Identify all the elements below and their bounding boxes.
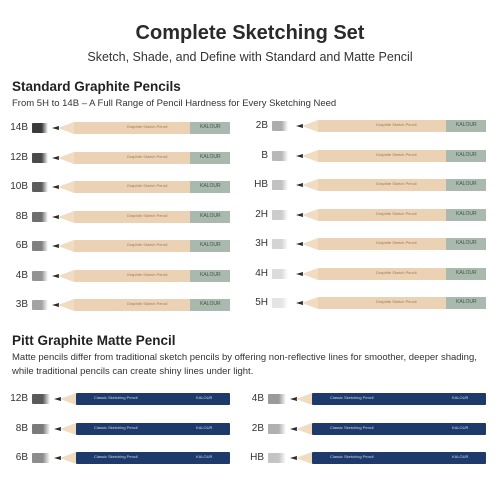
page-title: Complete Sketching Set	[135, 22, 365, 44]
grade-label: 3B	[15, 299, 28, 310]
graphite-swatch	[268, 453, 286, 463]
pencil-imprint: Graphite Sketch Pencil	[126, 301, 168, 306]
pencil-tip	[58, 240, 74, 252]
standard-section-heading: Standard Graphite Pencils	[12, 79, 181, 94]
matte-pencil	[54, 393, 230, 405]
pencil-brand: KALOUR	[456, 122, 477, 128]
graphite-swatch	[272, 121, 288, 131]
pencil-tip	[58, 181, 74, 193]
pencil-imprint: Graphite Sketch Pencil	[375, 181, 417, 186]
pencil-brand: KALOUR	[456, 299, 477, 305]
pencil-brand: KALOUR	[200, 212, 221, 219]
matte-description-line-1: Matte pencils differ from traditional sketch pencils by offering non-reflective lines for smoother, deeper shading,	[12, 352, 477, 363]
pencil-imprint: Graphite Sketch Pencil	[126, 212, 168, 218]
pencil-imprint: Graphite Sketch Pencil	[126, 271, 168, 277]
pencil-tip	[58, 152, 74, 164]
pencil-imprint: Classic Sketching Pencil	[94, 395, 138, 400]
graphite-swatch	[272, 151, 288, 161]
matte-pencil	[54, 452, 230, 464]
grade-label: 6B	[15, 452, 28, 463]
grade-label: B	[261, 149, 268, 161]
pencil-brand: KALOUR	[456, 181, 477, 187]
pencil-tip	[296, 423, 312, 435]
pencil-brand: KALOUR	[196, 424, 213, 430]
grade-label: HB	[254, 179, 268, 190]
graphite-swatch	[272, 180, 288, 190]
pencil-brand: KALOUR	[200, 124, 221, 130]
standard-section-description: From 5H to 14B – A Full Range of Pencil Hardness for Every Sketching Need	[12, 98, 337, 109]
pencil-imprint: Graphite Sketch Pencil	[375, 240, 417, 245]
pencil-tip	[302, 238, 318, 250]
pencil-brand: KALOUR	[456, 240, 477, 246]
pencil-brand: KALOUR	[200, 242, 221, 248]
graphite-pencil	[52, 299, 230, 311]
grade-label: 14B	[10, 122, 28, 133]
grade-label: 12B	[10, 393, 28, 404]
pencil-tip	[302, 150, 318, 162]
graphite-pencil	[52, 181, 230, 193]
grade-label: HB	[250, 452, 264, 463]
pencil-imprint: Graphite Sketch Pencil	[375, 269, 417, 275]
pencil-brand: KALOUR	[200, 183, 221, 189]
graphite-pencil	[52, 240, 230, 252]
grade-label: 10B	[10, 181, 28, 192]
graphite-pencil	[52, 270, 230, 282]
pencil-brand: KALOUR	[452, 454, 469, 459]
grade-label: 5H	[255, 297, 268, 308]
pencil-imprint: Classic Sketching Pencil	[330, 424, 374, 430]
graphite-swatch	[32, 271, 48, 281]
graphite-swatch	[32, 182, 48, 192]
graphite-swatch	[32, 212, 48, 222]
graphite-pencil	[296, 268, 486, 280]
pencil-brand: KALOUR	[196, 454, 213, 459]
matte-pencil	[290, 452, 486, 464]
graphite-swatch	[272, 269, 288, 279]
pencil-brand: KALOUR	[200, 301, 221, 307]
grade-label: 4H	[255, 267, 268, 279]
graphite-pencil	[52, 122, 230, 134]
pencil-tip	[58, 270, 74, 282]
pencil-imprint: Graphite Sketch Pencil	[375, 151, 417, 157]
page-subtitle: Sketch, Shade, and Define with Standard and Matte Pencil	[87, 50, 413, 64]
pencil-brand: KALOUR	[456, 269, 477, 276]
pencil-tip	[60, 452, 76, 464]
graphite-swatch	[272, 210, 288, 220]
pencil-tip	[302, 209, 318, 221]
graphite-swatch	[32, 453, 50, 463]
pencil-imprint: Graphite Sketch Pencil	[126, 183, 168, 188]
pencil-tip	[302, 120, 318, 132]
pencil-brand: KALOUR	[200, 271, 221, 278]
graphite-swatch	[272, 239, 288, 249]
graphite-swatch	[32, 394, 50, 404]
graphite-swatch	[32, 241, 48, 251]
graphite-pencil	[296, 297, 486, 309]
grade-label: 2B	[251, 422, 264, 434]
pencil-brand: KALOUR	[196, 395, 213, 400]
pencil-brand: KALOUR	[200, 153, 221, 160]
grade-label: 4B	[15, 269, 28, 281]
pencil-tip	[302, 268, 318, 280]
graphite-pencil	[296, 209, 486, 221]
grade-label: 8B	[15, 210, 28, 222]
pencil-tip	[60, 393, 76, 405]
grade-label: 12B	[10, 151, 28, 163]
grade-label: 3H	[255, 238, 268, 249]
pencil-imprint: Classic Sketching Pencil	[94, 454, 138, 459]
graphite-pencil	[296, 150, 486, 162]
pencil-tip	[302, 297, 318, 309]
pencil-tip	[302, 179, 318, 191]
pencil-tip	[58, 122, 74, 134]
matte-section-heading: Pitt Graphite Matte Pencil	[12, 333, 176, 348]
pencil-brand: KALOUR	[456, 210, 477, 217]
pencil-tip	[296, 452, 312, 464]
pencil-imprint: Classic Sketching Pencil	[330, 454, 374, 459]
matte-pencil	[290, 393, 486, 405]
graphite-swatch	[268, 424, 286, 434]
grade-label: 6B	[15, 240, 28, 251]
pencil-imprint: Graphite Sketch Pencil	[126, 153, 168, 159]
pencil-tip	[58, 299, 74, 311]
pencil-imprint: Classic Sketching Pencil	[94, 424, 138, 430]
pencil-brand: KALOUR	[456, 151, 477, 158]
pencil-brand: KALOUR	[452, 395, 469, 400]
pencil-imprint: Classic Sketching Pencil	[330, 395, 374, 400]
graphite-pencil	[296, 120, 486, 132]
pencil-imprint: Graphite Sketch Pencil	[126, 242, 168, 247]
graphite-pencil	[52, 211, 230, 223]
grade-label: 2H	[255, 208, 268, 220]
matte-description-line-2: while traditional pencils can create shiny lines under light.	[12, 366, 254, 377]
graphite-swatch	[272, 298, 288, 308]
pencil-tip	[58, 211, 74, 223]
pencil-brand: KALOUR	[452, 424, 469, 430]
graphite-pencil	[296, 238, 486, 250]
graphite-pencil	[52, 152, 230, 164]
matte-pencil	[54, 423, 230, 435]
grade-label: 4B	[251, 393, 264, 404]
graphite-swatch	[268, 394, 286, 404]
matte-pencil	[290, 423, 486, 435]
graphite-swatch	[32, 300, 48, 310]
grade-label: 8B	[15, 422, 28, 434]
graphite-swatch	[32, 153, 48, 163]
pencil-tip	[60, 423, 76, 435]
pencil-imprint: Graphite Sketch Pencil	[126, 124, 168, 129]
pencil-imprint: Graphite Sketch Pencil	[375, 299, 417, 304]
graphite-pencil	[296, 179, 486, 191]
pencil-imprint: Graphite Sketch Pencil	[375, 210, 417, 216]
graphite-swatch	[32, 424, 50, 434]
pencil-imprint: Graphite Sketch Pencil	[375, 122, 417, 127]
grade-label: 2B	[255, 120, 268, 131]
graphite-swatch	[32, 123, 48, 133]
pencil-tip	[296, 393, 312, 405]
